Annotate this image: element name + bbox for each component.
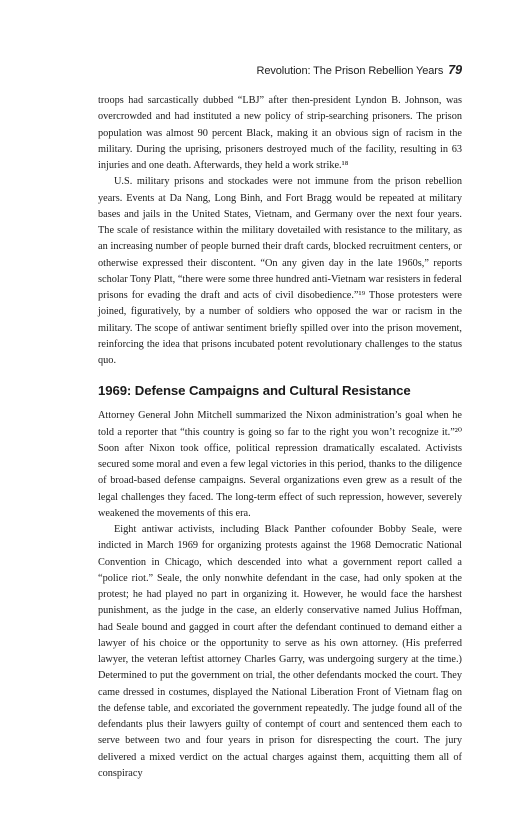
paragraph: Eight antiwar activists, including Black Panther cofounder Bobby Seale, were indicted in March 1969 for organizing protests against the 1968 Democratic National Convention in Chicago, which descended into what a government report called a “police riot.” Seale, the only nonwhite defendant in the case, had only spoken at the protest; he had played no part in organizing it. However, he would face the harshest punishment, as the judge in the case, an elderly conservative named Julius Hoffman, had Seale bound and gagged in court after the defendant continued to demand either a lawyer of his choice or the opportunity to serve as his own attorney. (His preferred lawyer, the veteran leftist attorney Charles Garry, was undergoing surgery at the time.) Determined to put the government on trial, the other defendants mocked the court. They came dressed in costumes, displayed the National Liberation Front of Vietnam flag on the defense table, and excoriated the government repeatedly. The judge found all of the defendants plus their lawyers guilty of contempt of court and sentenced them each to serve between two and four years in prison for disrespecting the court. The jury delivered a mixed verdict on the actual charges against them, acquitting them all of conspiracy xyxy=(98,524,462,779)
section-heading: 1969: Defense Campaigns and Cultural Resistance xyxy=(98,383,411,399)
paragraph: U.S. military prisons and stockades were not immune from the prison rebellion years. Events at Da Nang, Long Binh, and Fort Bragg would be repeated at military bases and jails in the United States, Vietnam, and Germany over the next four years. The scale of resistance within the military dovetailed with resistance to the military, as an increasing number of people burned their draft cards, blocked recruitment centers, or otherwise expressed their discontent. “On any given day in the late 1960s,” reports scholar Tony Platt, “there were some three hundred anti-Vietnam war resisters in federal prisons for evading the draft and acts of civil disobedience.”¹⁹ Those protesters were joined, figuratively, by a number of soldiers who opposed the war or racism in the military. The scope of antiwar sentiment briefly spilled over into the prison movement, reinforcing the idea that prisons incubated potent revolutionary challenges to the status quo. xyxy=(98,176,462,366)
body-text xyxy=(98,93,462,782)
page-number: 79 xyxy=(448,63,462,77)
paragraph: Attorney General John Mitchell summarized the Nixon administration’s goal when he told a reporter that “this country is going so far to the right you won’t recognize it.”²⁰ Soon after Nixon took office, political repression dramatically escalated. Activists secured some moral and even a few legal victories in this period, thanks to the diligence of broad-based defense campaigns. Several organizations even grew as a result of the legal challenges they faced. The long-term effect of such repression, however, severely weakened the movements of this era. xyxy=(98,410,462,519)
running-title: Revolution: The Prison Rebellion Years xyxy=(256,65,444,77)
running-head xyxy=(100,63,462,77)
paragraph: troops had sarcastically dubbed “LBJ” after then-president Lyndon B. Johnson, was overcrowded and had instituted a new policy of strip-searching prisoners. The prison population was almost 90 percent Black, making it an obvious sign of racism in the military. During the uprising, prisoners destroyed much of the facility, resulting in 63 injuries and one death. Afterwards, they held a work strike.¹⁸ xyxy=(98,95,462,171)
